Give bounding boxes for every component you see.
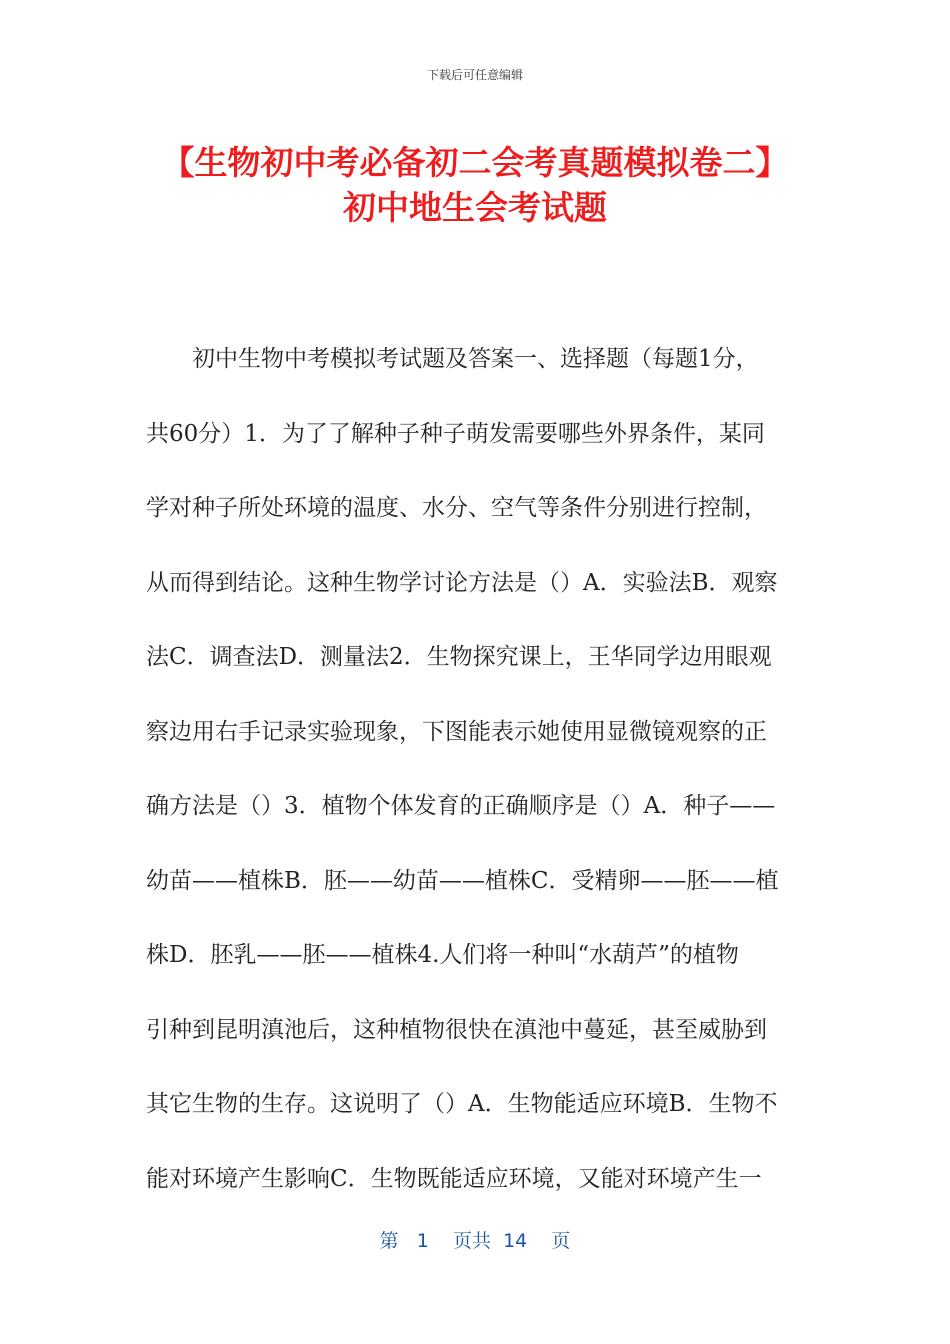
footer-middle: 页共: [452, 1230, 491, 1252]
title-line-2: 初中地生会考试题: [343, 188, 607, 227]
body-line: 察边用右手记录实验现象，下图能表示她使用显微镜观察的正: [146, 718, 767, 745]
body-line: 其它生物的生存。这说明了（）A．生物能适应环境B．生物不: [146, 1091, 778, 1117]
body-line: 确方法是（）3．植物个体发育的正确顺序是（）A．种子——: [146, 793, 776, 819]
body-line: 能对环境产生影响C．生物既能适应环境，又能对环境产生一: [146, 1165, 762, 1192]
body-line: 从而得到结论。这种生物学讨论方法是（）A．实验法B．观察: [146, 569, 778, 596]
body-line: 幼苗——植株B．胚——幼苗——植株C．受精卵——胚——植: [146, 867, 779, 894]
header-note: 下载后可任意编辑: [426, 68, 523, 82]
total-pages: 14: [503, 1230, 528, 1252]
page-footer: [0, 1226, 950, 1253]
body-line: 株D．胚乳——胚——植株4.人们将一种叫“水葫芦”的植物: [146, 942, 739, 968]
footer-suffix: 页: [551, 1230, 571, 1252]
body-line: 引种到昆明滇池后，这种植物很快在滇池中蔓延，甚至威胁到: [146, 1016, 767, 1043]
body-line: 初中生物中考模拟考试题及答案一、选择题（每题1分，: [192, 346, 759, 372]
body-line: 学对种子所处环境的温度、水分、空气等条件分别进行控制，: [146, 495, 767, 521]
document-title: [100, 140, 850, 230]
current-page-number: 1: [416, 1230, 429, 1252]
title-line-1: 【生物初中考必备初二会考真题模拟卷二】: [161, 143, 789, 182]
footer-prefix: 第: [379, 1230, 399, 1252]
body-text: [146, 322, 806, 1216]
body-line: 共60分）1．为了了解种子种子萌发需要哪些外界条件，某同: [146, 420, 765, 447]
body-line: 法C．调查法D．测量法2．生物探究课上，王华同学边用眼观: [146, 644, 772, 670]
